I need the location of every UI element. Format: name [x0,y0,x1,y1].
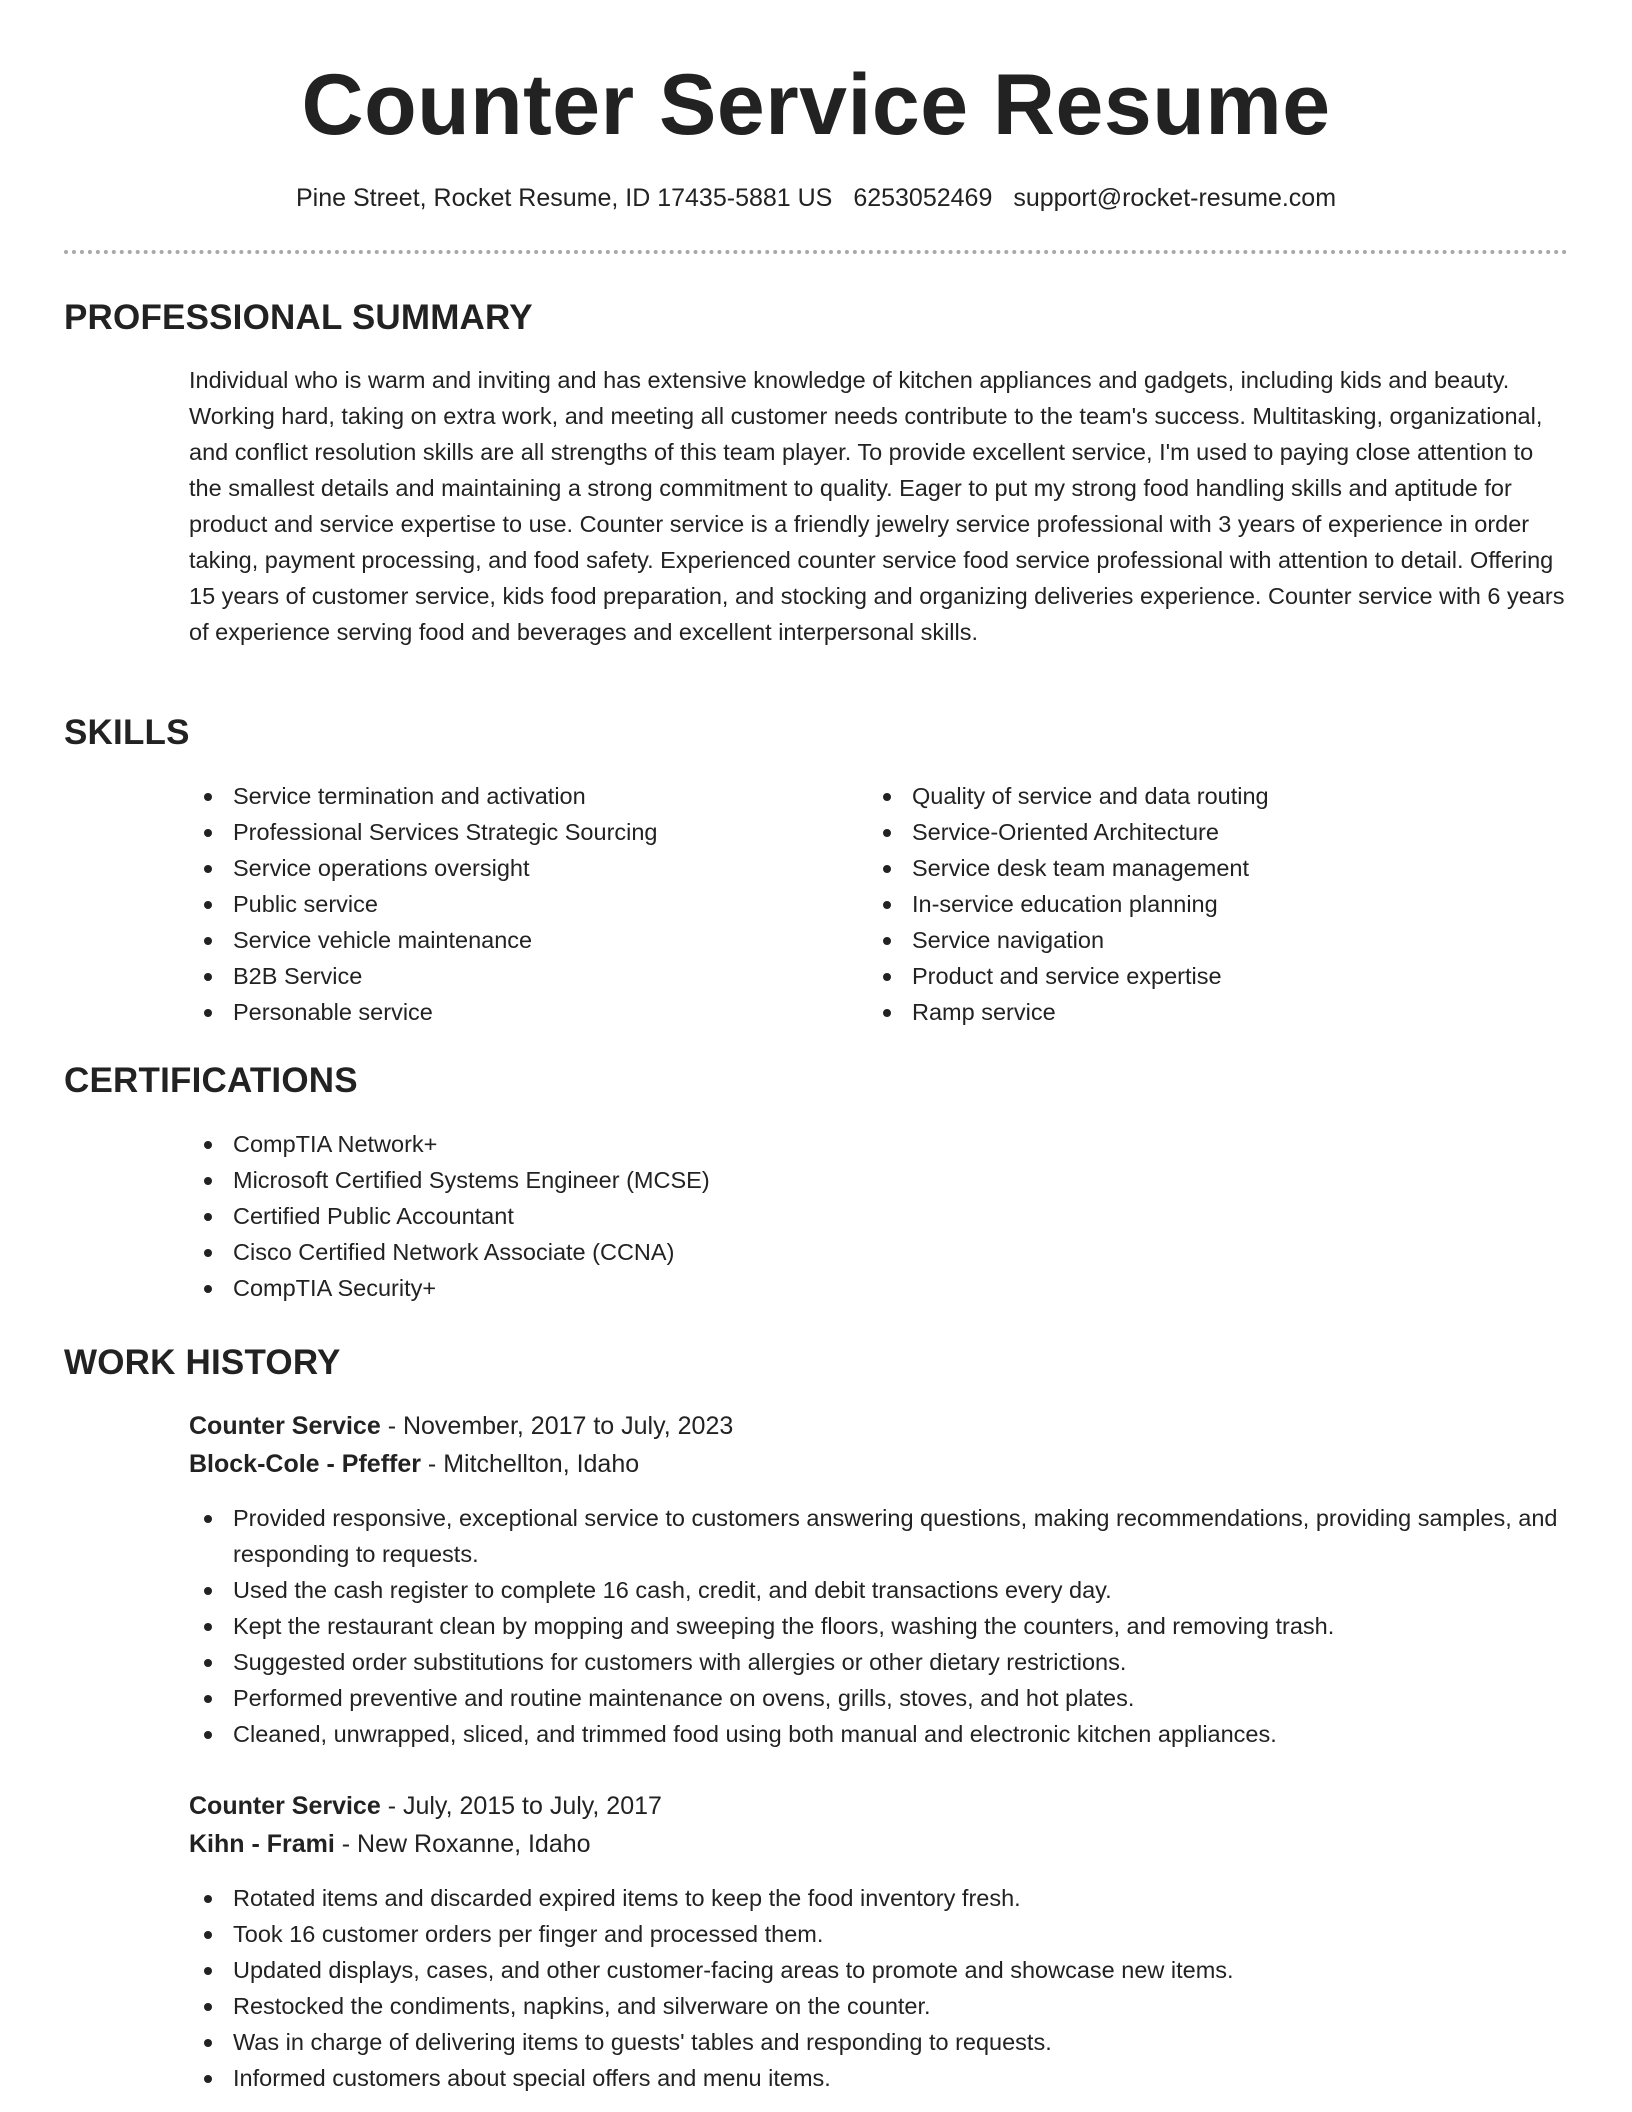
job-bullet: Cleaned, unwrapped, sliced, and trimmed food using both manual and electronic kitchen appliances. [189,1716,1568,1752]
summary-text: Individual who is warm and inviting and has extensive knowledge of kitchen appliances and gadgets, including kids and beauty. Working hard, taking on extra work, and meeting all customer needs contribute to the team's success. Multitasking, organizational, and conflict resolution skills are all strengths of this team player. To provide excellent service, I'm used to paying close attention to the smallest details and maintaining a strong commitment to quality. Eager to put my strong food handling skills and aptitude for product and service expertise to use. Counter service is a friendly jewelry service professional with 3 years of experience in order taking, payment processing, and food safety. Experienced counter service food service professional with attention to detail. Offering 15 years of customer service, kids food preparation, and stocking and organizing deliveries experience. Counter service with 6 years of experience serving food and beverages and excellent interpersonal skills. [189,367,1565,645]
skills-list-left [189,778,849,1030]
job-dates: - November, 2017 to July, 2023 [380,1412,734,1440]
resume-title: Counter Service Resume [301,57,1331,153]
job-company-line [189,1445,1568,1483]
job-company: Kihn - Frami [189,1830,335,1858]
job-bullet: Rotated items and discarded expired items to keep the food inventory fresh. [189,1880,1568,1916]
job-location: - Mitchellton, Idaho [420,1450,640,1478]
skill-item: Product and service expertise [868,958,1528,994]
certifications-heading: CERTIFICATIONS [64,1061,358,1100]
skill-item: Service desk team management [868,850,1528,886]
contact-address: Pine Street, Rocket Resume, ID 17435-5881 US [295,184,833,212]
job-bullet: Took 16 customer orders per finger and processed them. [189,1916,1568,1952]
job-bullet: Updated displays, cases, and other customer-facing areas to promote and showcase new items. [189,1952,1568,1988]
job-company: Block-Cole - Pfeffer [189,1450,421,1478]
certification-item: Cisco Certified Network Associate (CCNA) [189,1234,849,1270]
skill-item: Service-Oriented Architecture [868,814,1528,850]
certification-item: Microsoft Certified Systems Engineer (MCSE) [189,1162,849,1198]
contact-line [64,180,1568,216]
job-bullets [189,1500,1568,1752]
job-location: - New Roxanne, Idaho [334,1830,591,1858]
skill-item: Public service [189,886,849,922]
job-title-line [189,1407,1568,1445]
summary-heading: PROFESSIONAL SUMMARY [64,298,533,337]
job-bullet: Suggested order substitutions for customers with allergies or other dietary restrictions. [189,1644,1568,1680]
contact-phone: 6253052469 [853,184,993,212]
certification-item: CompTIA Network+ [189,1126,849,1162]
job-bullet: Performed preventive and routine maintenance on ovens, grills, stoves, and hot plates. [189,1680,1568,1716]
job-title: Counter Service [189,1792,381,1820]
skill-item: Service termination and activation [189,778,849,814]
skill-item: Service operations oversight [189,850,849,886]
skill-item: B2B Service [189,958,849,994]
job-bullet: Provided responsive, exceptional service to customers answering questions, making recommendations, providing samples, and responding to requests. [189,1500,1568,1572]
job-title-line [189,1787,1568,1825]
work-history-heading: WORK HISTORY [64,1343,341,1382]
skill-item: Service navigation [868,922,1528,958]
certification-item: Certified Public Accountant [189,1198,849,1234]
skill-item: Personable service [189,994,849,1030]
job-title: Counter Service [189,1412,381,1440]
job-bullet: Used the cash register to complete 16 cash, credit, and debit transactions every day. [189,1572,1568,1608]
job-bullet: Kept the restaurant clean by mopping and sweeping the floors, washing the counters, and removing trash. [189,1608,1568,1644]
job-bullets [189,1880,1568,2096]
job-dates: - July, 2015 to July, 2017 [380,1792,662,1820]
skill-item: Ramp service [868,994,1528,1030]
skill-item: Service vehicle maintenance [189,922,849,958]
skill-item: Quality of service and data routing [868,778,1528,814]
certification-item: CompTIA Security+ [189,1270,849,1306]
job-bullet: Restocked the condiments, napkins, and silverware on the counter. [189,1988,1568,2024]
header-divider [64,250,1568,254]
job-bullet: Was in charge of delivering items to guests' tables and responding to requests. [189,2024,1568,2060]
job-bullet: Informed customers about special offers and menu items. [189,2060,1568,2096]
contact-email: support@rocket-resume.com [1013,184,1337,212]
skills-list-right [868,778,1528,1030]
skill-item: Professional Services Strategic Sourcing [189,814,849,850]
certifications-list [189,1126,849,1306]
skills-heading: SKILLS [64,713,190,752]
job-company-line [189,1825,1568,1863]
skill-item: In-service education planning [868,886,1528,922]
